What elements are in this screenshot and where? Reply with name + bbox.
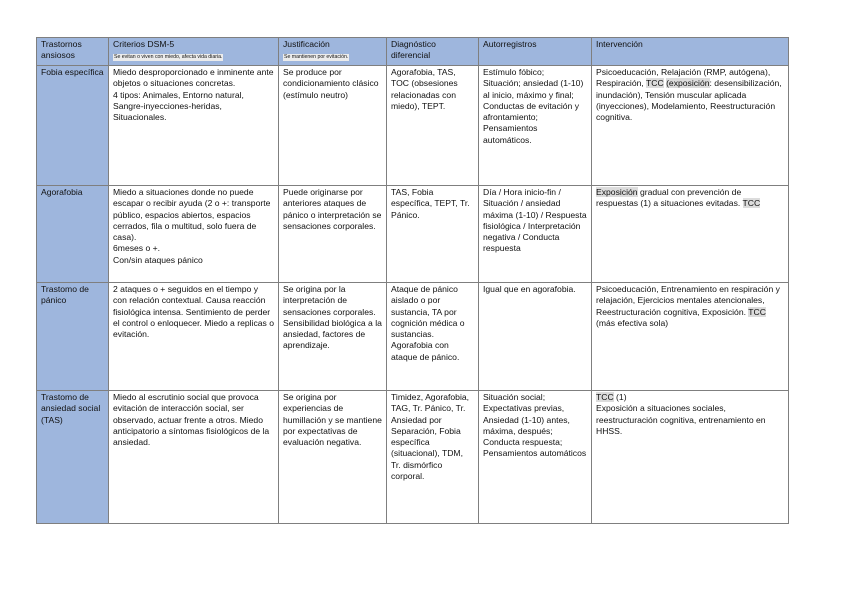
header-label: Intervención bbox=[596, 39, 643, 49]
justificacion-cell: Puede originarse por anteriores ataques de pánico o interpretación se sensaciones corporales. bbox=[279, 186, 387, 283]
header-row bbox=[37, 38, 789, 66]
row-header: Agorafobia bbox=[37, 186, 109, 283]
cell-line: Miedo desproporcionado e inminente ante objetos o situaciones concretas. bbox=[113, 67, 274, 89]
autorregistros-cell bbox=[479, 66, 592, 186]
table-row bbox=[37, 283, 789, 391]
text-run: (más efectiva sola) bbox=[596, 317, 669, 328]
row-header: Trastomo de pánico bbox=[37, 283, 109, 391]
diagnostico-cell: Agorafobia, TAS, TOC (obsesiones relacionadas con miedo), TEPT. bbox=[387, 66, 479, 186]
row-header: Trastomo de ansiedad social (TAS) bbox=[37, 391, 109, 524]
highlight-tcc: TCC bbox=[742, 198, 761, 209]
header-diagnostico bbox=[387, 38, 479, 66]
text-run: : desensibilización, inundación), Tensión muscular aplicada (inyecciones), Modelamiento, Reestructuración cognitiva. bbox=[596, 78, 782, 123]
intervencion-cell bbox=[592, 283, 789, 391]
header-label: Trastornos ansiosos bbox=[41, 39, 82, 61]
text-run: Psicoeducación, Relajación (RMP, autógena), Respiración, bbox=[596, 67, 771, 89]
cell-line: 4 tipos: Animales, Entorno natural, Sangre-inyecciones-heridas, Situacionales. bbox=[113, 89, 244, 123]
row-header: Fobia específica bbox=[37, 66, 109, 186]
cell-line: Igual que en agorafobia. bbox=[483, 284, 576, 294]
intervencion-cell bbox=[592, 66, 789, 186]
cell-line: Día / Hora inicio-fin / Situación / ansiedad máxima (1-10) / Respuesta fisiológica / Interpretación negativa / Conducta respuesta bbox=[483, 187, 587, 254]
diagnostico-cell: TAS, Fobia específica, TEPT, Tr. Pánico. bbox=[387, 186, 479, 283]
header-autorregistros bbox=[479, 38, 592, 66]
highlight-exposicion: Exposición bbox=[596, 187, 638, 197]
criterios-cell bbox=[109, 186, 279, 283]
criterios-cell bbox=[109, 391, 279, 524]
cell-line: Miedo al escrutinio social que provoca evitación de interacción social, ser observado, actuar frente a otros. Miedo anticipatorio a síntomas fisiológicos de la ansiedad. bbox=[113, 392, 270, 448]
criterios-cell bbox=[109, 283, 279, 391]
cell-line: Estímulo fóbico; bbox=[483, 67, 545, 77]
highlight-exposicion: (exposición bbox=[666, 78, 710, 89]
table-row bbox=[37, 186, 789, 283]
autorregistros-cell bbox=[479, 186, 592, 283]
intervencion-cell bbox=[592, 391, 789, 524]
cell-line: Pensamientos automáticos bbox=[483, 448, 587, 459]
justificacion-cell: Se origina por experiencias de humillación y se mantiene por expectativas de evaluación negativa. bbox=[279, 391, 387, 524]
cell-line: 2 ataques o + seguidos en el tiempo y con relación contextual. Causa reacción fisiológica intensa. Sentimiento de perder el control o enloquecer. Miedo a replicas o evitación. bbox=[113, 284, 274, 340]
text-run: gradual con prevención de respuestas (1) a situaciones evitadas. bbox=[596, 187, 743, 209]
header-label: Diagnóstico diferencial bbox=[391, 39, 436, 61]
text-run: Psicoeducación, Entrenamiento en respiración y relajación, Ejercicios mentales atencionales, Reestructuración cognitiva, Exposición. bbox=[596, 284, 780, 317]
highlight-tcc: TCC bbox=[646, 78, 664, 89]
cell-line: Con/sin ataques pánico bbox=[113, 254, 203, 265]
header-trastornos bbox=[37, 38, 109, 66]
cell-line: Conducta respuesta; bbox=[483, 437, 563, 448]
cell-line: 6meses o +. bbox=[113, 243, 161, 254]
cell-line: Situación; ansiedad (1-10) al inicio, máximo y final; bbox=[483, 78, 584, 100]
cell-line: Exposición a situaciones sociales, reestructuración cognitiva, entrenamiento en HHSS. bbox=[596, 403, 766, 436]
table-row bbox=[37, 391, 789, 524]
header-label: Justificación bbox=[283, 39, 330, 49]
header-note: Se mantienen por evitación. bbox=[284, 54, 349, 61]
header-criterios bbox=[109, 38, 279, 66]
table-row bbox=[37, 66, 789, 186]
cell-line: Conductas de evitación y afrontamiento; bbox=[483, 100, 580, 123]
autorregistros-cell bbox=[479, 391, 592, 524]
highlight-tcc: TCC bbox=[748, 306, 766, 317]
header-label: Criterios DSM-5 bbox=[113, 39, 175, 49]
cell-line: Miedo a situaciones donde no puede escapar o recibir ayuda (2 o +: transporte público, espacios abiertos, espacios cerrados, fila o multitud, solo fuera de casa). bbox=[113, 187, 271, 243]
header-note: Se evitan o viven con miedo, afecta vida diaria. bbox=[114, 54, 223, 61]
text-run: (1) bbox=[613, 392, 627, 402]
criterios-cell bbox=[109, 66, 279, 186]
diagnostico-cell: Ataque de pánico aislado o por sustancia, TA por cognición médica o sustancias. Agorafobia con ataque de pánico. bbox=[387, 283, 479, 391]
justificacion-cell: Se produce por condicionamiento clásico (estímulo neutro) bbox=[279, 66, 387, 186]
justificacion-cell: Se origina por la interpretación de sensaciones corporales. Sensibilidad biológica a la ansiedad, factores de aprendizaje. bbox=[279, 283, 387, 391]
cell-line: Situación social; bbox=[483, 392, 546, 402]
highlight-tcc: TCC bbox=[596, 392, 614, 402]
header-label: Autorregistros bbox=[483, 39, 537, 49]
diagnostico-cell: Timidez, Agorafobia, TAG, Tr. Pánico, Tr. Ansiedad por Separación, Fobia específica (situacional), TDM, Tr. dismórfico corporal. bbox=[387, 391, 479, 524]
intervencion-cell bbox=[592, 186, 789, 283]
cell-line: Pensamientos automáticos. bbox=[483, 123, 538, 145]
header-intervencion bbox=[592, 38, 789, 66]
header-justificacion bbox=[279, 38, 387, 66]
anxiety-disorders-table bbox=[36, 37, 789, 524]
autorregistros-cell bbox=[479, 283, 592, 391]
cell-line: Expectativas previas, Ansiedad (1-10) antes, máxima, después; bbox=[483, 403, 570, 436]
